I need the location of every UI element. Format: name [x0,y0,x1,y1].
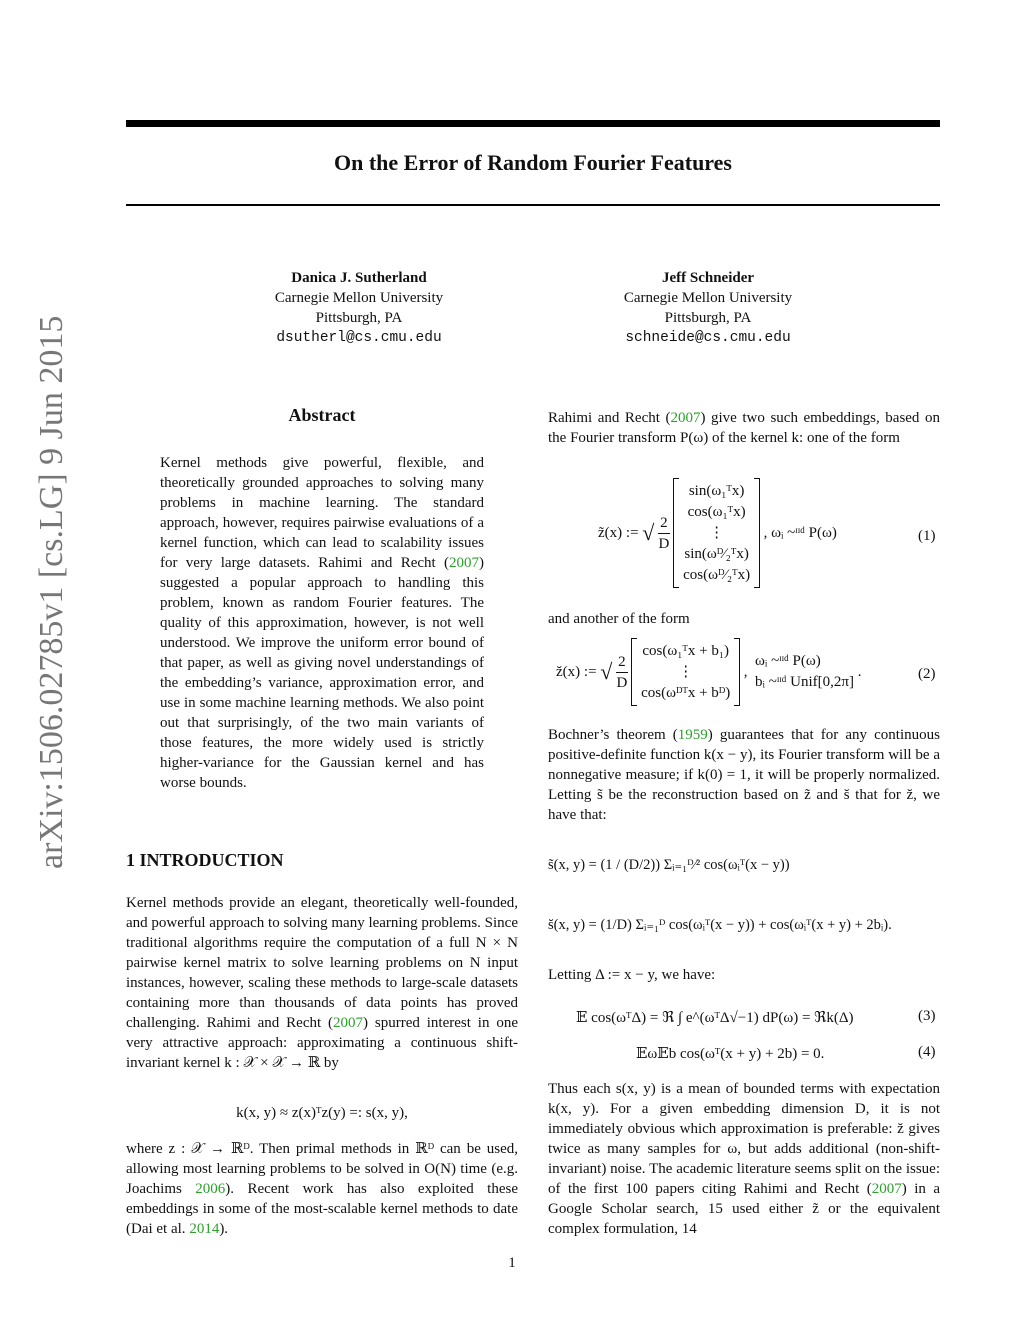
right-paragraph-3 [548,725,940,825]
body-text: Kernel methods provide an elegant, theoretically well-founded, and powerful approach to solving many learning problems. Since traditional algorithms require the computation of a full N × N pairwise kernel matrix to solve learning problems on N input instances, however, scaling these methods to large-scale datasets containing more than thousands of data points has proved challenging. Rahimi and Recht ( [126,895,518,1031]
equation-3: 𝔼 cos(ωᵀΔ) = ℜ ∫ e^(ωᵀΔ√−1) dP(ω) = ℜk(Δ) [576,1010,854,1026]
condition: bᵢ ~ᶦᶦᵈ Unif[0,2π] [755,674,854,690]
vector-entry: ⋮ [709,524,725,541]
fraction: $\frac{2}{D}$ [658,514,670,552]
equation-s-breve: s̆(x, y) = (1/D) Σᵢ₌₁ᴰ cos(ωᵢᵀ(x − y)) + cos(ωᵢᵀ(x + y) + 2bᵢ). [548,917,892,933]
sqrt-symbol: √ [642,520,655,545]
intro-paragraph-1 [126,893,518,1073]
author-affiliation: Carnegie Mellon University [623,290,793,306]
body-text: Bochner’s theorem ( [548,727,678,743]
condition: ωᵢ ~ᶦᶦᵈ P(ω) [755,653,821,669]
right-paragraph-5 [548,1079,940,1239]
abstract-heading: Abstract [288,405,356,425]
left-bracket [631,638,637,706]
author-location: Pittsburgh, PA [664,310,752,326]
body-text: Rahimi and Recht ( [548,410,671,426]
author-2 [558,268,858,348]
body-text: ) in a Google Scholar search, 15 used either z̃ or the equivalent complex formulation, 14 [548,1181,940,1237]
equation-conditions [755,651,854,693]
equation-2: z̆(x) := √ $\frac{2}{D}$ cos(ω₁ᵀx + b₁) ⋮ cos(ωᴰᵀx + bᴰ) , ωᵢ ~ᶦᶦᵈ P(ω) bᵢ ~ᶦᶦᵈ Unif[0,2π] . [556,638,862,706]
vector-entries [683,481,750,586]
right-bracket [754,478,760,588]
equation-rhs: , ωᵢ ~ᶦᶦᵈ P(ω) [763,524,837,541]
author-name: Danica J. Sutherland [291,270,427,286]
vector-entry: sin(ωᴰ⁄₂ᵀx) [684,545,749,562]
citation-link[interactable]: 2014 [189,1221,220,1237]
author-email: dsutherl@cs.cmu.edu [276,330,442,346]
vector-entries [641,641,730,704]
right-paragraph-2: and another of the form [548,611,690,627]
sqrt-symbol: √ [600,659,613,684]
title-rule [126,204,940,206]
fraction: $\frac{2}{D}$ [616,653,628,691]
left-bracket [673,478,679,588]
equation-1 [598,478,837,588]
abstract-text: Kernel methods give powerful, flexible, and theoretically grounded approaches to solving many problems in machine learning. The standard approach, however, requires pairwise evaluations of a kernel function, which can lead to scalability issues for very large datasets. Rahimi and Recht ( [160,455,484,571]
body-text: Thus each s(x, y) is a mean of bounded terms with expectation k(x, y). For a given embedding dimension D, it is not immediately obvious which approximation is preferable: z̆ gives twice as many samples for ω, but adds additional (non-shift-invariant) noise. The academic literature seems split on the issue: of the first 100 papers citing Rahimi and Recht ( [548,1081,940,1197]
vector-entry: sin(ω₁ᵀx) [688,482,745,499]
abstract-text: ) suggested a popular approach to handling this problem, known as random Fourier features. The quality of this approximation, however, is not well understood. We improve the uniform error bound of that paper, as well as giving novel understandings of the embedding’s variance, approximation error, and use in some machine learning methods. We also point out that surprisingly, of the two main variants of those features, the more widely used is strictly higher-variance for the Gaussian kernel and has worse bounds. [160,555,484,791]
page-number: 1 [508,1255,516,1271]
citation-link[interactable]: 2007 [670,410,701,426]
author-email: schneide@cs.cmu.edu [625,330,791,346]
citation-link[interactable]: 2007 [449,555,479,571]
citation-link[interactable]: 2007 [871,1181,902,1197]
body-text: ). Recent work has also exploited these embeddings in some of the most-scalable kernel methods to date (Dai et al. [126,1181,519,1237]
abstract-body [160,453,484,793]
equation-4: 𝔼ω𝔼b cos(ωᵀ(x + y) + 2b) = 0. [636,1046,825,1062]
right-paragraph-1 [548,408,940,448]
equation-number: (2) [918,666,936,682]
right-bracket [734,638,740,706]
body-text: ) spurred interest in one very attractive approach: approximating a continuous shift-invariant kernel k : 𝒳 × 𝒳 → ℝ by [126,1015,518,1071]
vector-entry: cos(ωᴰ⁄₂ᵀx) [683,566,751,583]
equation-s-tilde: s̃(x, y) = (1 / (D/2)) Σᵢ₌₁ᴰ⁄² cos(ωᵢᵀ(x − y)) [548,857,790,873]
intro-equation: k(x, y) ≈ z(x)ᵀz(y) =: s(x, y), [236,1105,408,1121]
equation-lhs: z̃(x) := [598,524,639,541]
body-text: where z : 𝒳 → ℝᴰ. Then primal methods in ℝᴰ can be used, allowing most learning problems to be solved in O(N) time (e.g. Joachims [126,1141,518,1197]
body-text: ) guarantees that for any continuous positive-definite function k(x − y), its Fourier transform will be a nonnegative measure; if k(0) = 1, it will be properly normalized. Letting s̃ be the reconstruction based on z̃ and s̆ that for z̆, we have that: [548,727,940,823]
citation-link[interactable]: 2007 [333,1015,364,1031]
equation-number: (3) [918,1008,936,1024]
body-text: ). [219,1221,229,1237]
author-1 [209,268,509,348]
body-text: ) give two such embeddings, based on the Fourier transform P(ω) of the kernel k: one of the form [548,410,940,446]
right-paragraph-4: Letting Δ := x − y, we have: [548,967,716,983]
vector-entry: ⋮ [678,663,694,680]
equation-number: (1) [918,528,936,544]
equation-lhs: z̆(x) := [556,663,597,680]
top-rule [126,120,940,127]
section-heading: 1 INTRODUCTION [126,850,284,870]
paper-title: On the Error of Random Fourier Features [334,150,732,175]
arxiv-side-label: arXiv:1506.02785v1 [cs.LG] 9 Jun 2015 [33,315,70,869]
citation-link[interactable]: 1959 [677,727,708,743]
vector-entry: cos(ω₁ᵀx + b₁) [642,642,730,659]
vector-entry: cos(ω₁ᵀx) [687,503,746,520]
intro-paragraph-2 [126,1139,518,1239]
vector-entry: cos(ωᴰᵀx + bᴰ) [641,684,731,701]
citation-link[interactable]: 2006 [195,1181,226,1197]
author-location: Pittsburgh, PA [315,310,403,326]
author-affiliation: Carnegie Mellon University [274,290,444,306]
equation-number: (4) [918,1044,936,1060]
author-name: Jeff Schneider [661,270,755,286]
